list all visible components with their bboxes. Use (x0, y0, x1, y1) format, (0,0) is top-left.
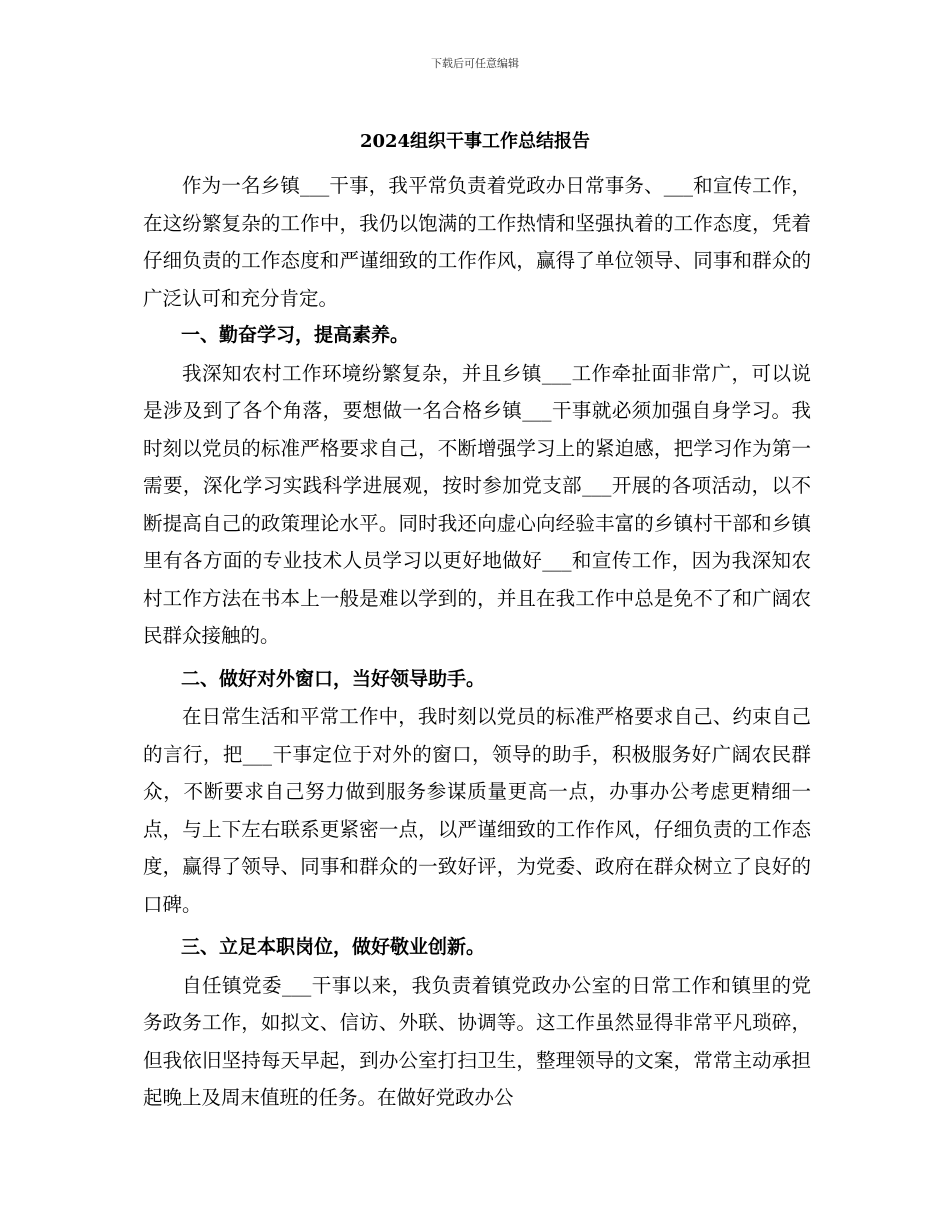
section-paragraph-2: 在日常生活和平常工作中，我时刻以党员的标准严格要求自己、约束自己的言行，把___干事定位于对外的窗口，领导的助手，积极服务好广阔农民群众，不断要求自己努力做到服务参谋质量更高一点，办事办公考虑更精细一点，与上下左右联系更紧密一点，以严谨细致的工作作风，仔细负责的工作态度，赢得了领导、同事和群众的一致好评，为党委、政府在群众树立了良好的口碑。 (143, 705, 811, 916)
section-heading-3: 三、立足本职岗位，做好敬业创新。 (181, 936, 486, 958)
intro-paragraph: 作为一名乡镇___干事，我平常负责着党政办日常事务、___和宣传工作，在这纷繁复杂的工作中，我仍以饱满的工作热情和坚强执着的工作态度，凭着仔细负责的工作态度和严谨细致的工作作风，赢得了单位领导、同事和群众的广泛认可和充分肯定。 (143, 174, 811, 310)
header-note: 下载后可任意编辑 (431, 57, 519, 70)
document-body (143, 167, 811, 1117)
document-title: 2024组织干事工作总结报告 (359, 131, 591, 152)
section-paragraph-3: 自任镇党委___干事以来，我负责着镇党政办公室的日常工作和镇里的党务政务工作，如拟文、信访、外联、协调等。这工作虽然显得非常平凡琐碎，但我依旧坚持每天早起，到办公室打扫卫生，整理领导的文案，常常主动承担起晚上及周末值班的任务。在做好党政办公 (143, 973, 811, 1109)
section-heading-1: 一、勤奋学习，提高素养。 (181, 324, 410, 346)
section-heading-2: 二、做好对外窗口，当好领导助手。 (181, 667, 486, 690)
section-paragraph-1: 我深知农村工作环境纷繁复杂，并且乡镇___工作牵扯面非常广，可以说是涉及到了各个角落，要想做一名合格乡镇___干事就必须加强自身学习。我时刻以党员的标准严格要求自己，不断增强学习上的紧迫感，把学习作为第一需要，深化学习实践科学进展观，按时参加党支部___开展的各项活动，以不断提高自己的政策理论水平。同时我还向虚心向经验丰富的乡镇村干部和乡镇里有各方面的专业技术人员学习以更好地做好___和宣传工作，因为我深知农村工作方法在书本上一般是难以学到的，并且在我工作中总是免不了和广阔农民群众接触的。 (143, 361, 811, 647)
